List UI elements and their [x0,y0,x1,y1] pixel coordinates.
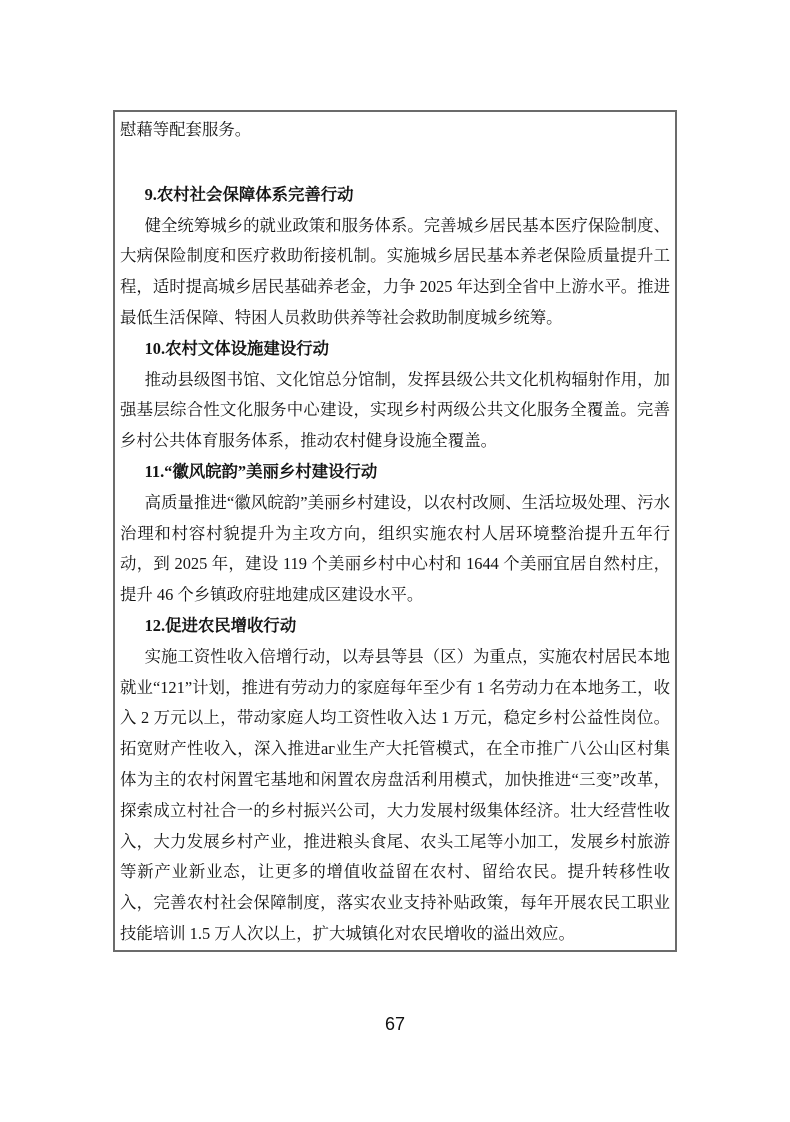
page-number: 67 [384,1014,406,1034]
section-heading: 11.“徽风皖韵”美丽乡村建设行动 [144,461,378,481]
content-table-cell [113,110,677,952]
body-paragraph: 高质量推进“徽风皖韵”美丽乡村建设，以农村改厕、生活垃圾处理、污水治理和村容村貌提升为主攻方向，组织实施农村人居环境整治提升五年行动，到 2025 年，建设 119 个美丽乡村中心村和 1644 个美丽宜居自然村庄，提升 46 个乡镇政府驻地建成区建设水平。 [120,492,670,605]
continuation-paragraph: 慰藉等配套服务。 [120,120,252,139]
section-heading: 12.促进农民增收行动 [144,615,297,635]
section-heading: 10.农村文体设施建设行动 [144,338,329,358]
blank-line [120,146,670,180]
body-paragraph: 健全统筹城乡的就业政策和服务体系。完善城乡居民基本医疗保险制度、大病保险制度和医疗救助衔接机制。实施城乡居民基本养老保险质量提升工程，适时提高城乡居民基础养老金，力争 2025 年达到全省中上游水平。推进最低生活保障、特困人员救助供养等社会救助制度城乡统筹。 [120,215,670,327]
body-paragraph: 推动县级图书馆、文化馆总分馆制，发挥县级公共文化机构辐射作用，加强基层综合性文化服务中心建设，实现乡村两级公共文化服务全覆盖。完善乡村公共体育服务体系，推动农村健身设施全覆盖。 [120,369,670,451]
body-paragraph: 实施工资性收入倍增行动，以寿县等县（区）为重点，实施农村居民本地就业“121”计划，推进有劳动力的家庭每年至少有 1 名劳动力在本地务工，收入 2 万元以上，带动家庭人均工资性收入达 1 万元，稳定乡村公益性岗位。拓宽财产性收入，深入推进аг业生产大托管模式，在全市推广八公山区村集体为主的农村闲置宅基地和闲置农房盘活利用模式，加快推进“三变”改革，探索成立村社合一的乡村振兴公司，大力发展村级集体经济。壮大经营性收入，大力发展乡村产业，推进粮头食尾、农头工尾等小加工，发展乡村旅游等新产业新业态，让更多的增值收益留在农村、留给农民。提升转移性收入，完善农村社会保障制度，落实农业支持补贴政策，每年开展农民工职业技能培训 1.5 万人次以上，扩大城镇化对农民增收的溢出效应。 [120,646,670,943]
section-heading: 9.农村社会保障体系完善行动 [144,184,354,204]
